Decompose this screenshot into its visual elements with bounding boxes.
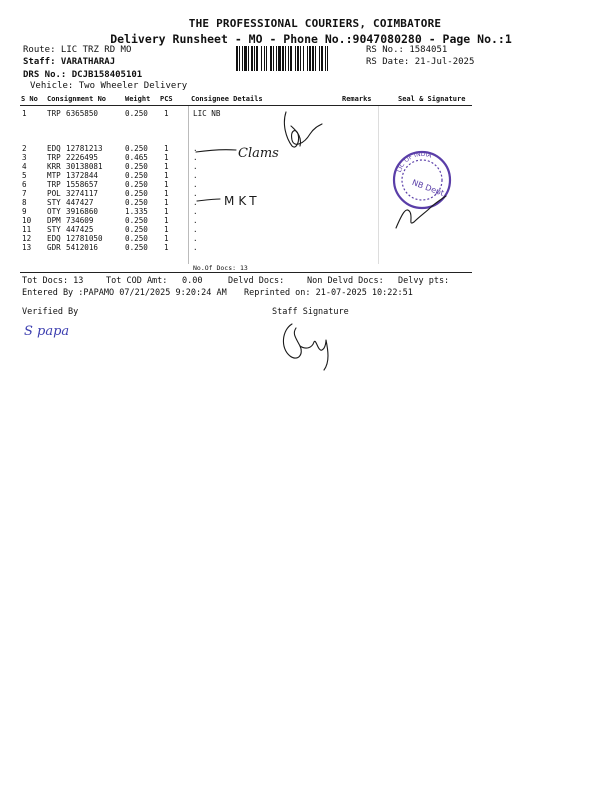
sno-cell: 7 (22, 189, 27, 198)
consignment-code-cell: STY (47, 198, 61, 207)
consignee-cell: . (193, 162, 198, 171)
weight-cell: 0.250 (125, 144, 148, 153)
weight-cell: 0.250 (125, 234, 148, 243)
pcs-cell: 1 (164, 153, 169, 162)
col-header-consignee: Consignee Details (191, 95, 263, 103)
consignee-cell: . (193, 207, 198, 216)
col-header-weight: Weight (125, 95, 151, 103)
consignment-code-cell: POL (47, 189, 61, 198)
consignment-code-cell: OTY (47, 207, 61, 216)
consignment-number-cell: 1372844 (66, 171, 99, 180)
consignment-number-cell: 734609 (66, 216, 94, 225)
weight-cell: 0.250 (125, 243, 148, 252)
consignee-cell: . (193, 171, 198, 180)
consignee-cell: . (193, 198, 198, 207)
verified-by-handwriting: S papa (24, 324, 70, 339)
consignment-code-cell: KRR (47, 162, 61, 171)
consignment-code-cell: TRP (47, 109, 61, 118)
weight-cell: 1.335 (125, 207, 148, 216)
weight-cell: 0.465 (125, 153, 148, 162)
consignee-cell: . (193, 234, 198, 243)
rs-date: RS Date: 21-Jul-2025 (366, 57, 475, 67)
weight-cell: 0.250 (125, 171, 148, 180)
pcs-cell: 1 (164, 207, 169, 216)
consignment-code-cell: STY (47, 225, 61, 234)
consignment-number-cell: 3274117 (66, 189, 99, 198)
col-header-consignment: Consignment No (47, 95, 107, 103)
non-delivered-docs: Non Delvd Docs: (307, 276, 384, 286)
drs-number: DRS No.: DCJB158405101 (23, 70, 143, 80)
entered-by: Entered By :PAPAMO 07/21/2025 9:20:24 AM (22, 288, 227, 298)
consignment-number-cell: 447425 (66, 225, 94, 234)
col-header-remarks: Remarks (342, 95, 372, 103)
sno-cell: 2 (22, 144, 27, 153)
sno-cell: 10 (22, 216, 32, 225)
weight-cell: 0.250 (125, 198, 148, 207)
staff-signature-label: Staff Signature (272, 307, 349, 317)
signature-row-1 (284, 112, 322, 147)
consignee-cell: . (193, 216, 198, 225)
delivery-points: Delvy pts: (398, 276, 450, 286)
staff-label: Staff: VARATHARAJ (23, 57, 116, 67)
sno-cell: 9 (22, 207, 27, 216)
consignment-number-cell: 3916860 (66, 207, 99, 216)
consignee-cell: LIC NB (193, 109, 221, 118)
pcs-cell: 1 (164, 171, 169, 180)
sno-cell: 6 (22, 180, 27, 189)
consignment-code-cell: TRP (47, 153, 61, 162)
consignment-code-cell: EDQ (47, 234, 61, 243)
pcs-cell: 1 (164, 162, 169, 171)
pcs-cell: 1 (164, 109, 169, 118)
consignment-code-cell: TRP (47, 180, 61, 189)
sno-cell: 5 (22, 171, 27, 180)
total-docs: Tot Docs: 13 (22, 276, 84, 286)
pcs-cell: 1 (164, 243, 169, 252)
consignee-cell: . (193, 180, 198, 189)
remark-dash-row-2 (196, 150, 236, 152)
vehicle-label: Vehicle: Two Wheeler Delivery (30, 81, 188, 91)
total-cod-label: Tot COD Amt: (106, 276, 168, 286)
sno-cell: 12 (22, 234, 32, 243)
company-title: THE PROFESSIONAL COURIERS, COIMBATORE (188, 17, 442, 30)
total-cod-value: 0.00 (182, 276, 203, 286)
sno-cell: 13 (22, 243, 32, 252)
route-label: Route: LIC TRZ RD MO (23, 45, 132, 55)
pcs-cell: 1 (164, 180, 169, 189)
consignment-number-cell: 2226495 (66, 153, 99, 162)
stamp-text-center: NB Dept (410, 177, 446, 198)
verified-by-label: Verified By (22, 307, 79, 317)
consignment-number-cell: 5412016 (66, 243, 99, 252)
runsheet-title: Delivery Runsheet - MO - Phone No.:9047080280 - Page No.:1 (110, 32, 512, 46)
sno-cell: 4 (22, 162, 27, 171)
consignee-cell: . (193, 243, 198, 252)
pcs-cell: 1 (164, 234, 169, 243)
rs-number: RS No.: 1584051 (366, 45, 448, 55)
pcs-cell: 1 (164, 198, 169, 207)
weight-cell: 0.250 (125, 180, 148, 189)
consignment-number-cell: 12781050 (66, 234, 103, 243)
weight-cell: 0.250 (125, 216, 148, 225)
reprinted-on: Reprinted on: 21-07-2025 10:22:51 (244, 288, 413, 298)
consignment-number-cell: 30138081 (66, 162, 103, 171)
consignment-number-cell: 12781213 (66, 144, 103, 153)
pcs-cell: 1 (164, 189, 169, 198)
consignment-code-cell: DPM (47, 216, 61, 225)
consignment-number-cell: 1558657 (66, 180, 99, 189)
no-of-docs: No.Of Docs: 13 (193, 264, 248, 272)
consignee-cell: . (193, 144, 198, 153)
consignment-number-cell: 447427 (66, 198, 94, 207)
consignment-code-cell: EDQ (47, 144, 61, 153)
pcs-cell: 1 (164, 225, 169, 234)
delivered-docs: Delvd Docs: (228, 276, 285, 286)
weight-cell: 0.250 (125, 225, 148, 234)
weight-cell: 0.250 (125, 189, 148, 198)
consignment-code-cell: GDR (47, 243, 61, 252)
remark-handwriting-row-2: Clams (238, 146, 279, 161)
sno-cell: 8 (22, 198, 27, 207)
remark-dash-row-7 (197, 199, 220, 201)
remark-handwriting-row-7: MKT (224, 194, 261, 208)
pcs-cell: 1 (164, 144, 169, 153)
pcs-cell: 1 (164, 216, 169, 225)
consignment-number-cell: 6365850 (66, 109, 99, 118)
consignee-cell: . (193, 225, 198, 234)
sno-cell: 3 (22, 153, 27, 162)
weight-cell: 0.250 (125, 162, 148, 171)
staff-signature (283, 324, 328, 370)
consignee-cell: . (193, 153, 198, 162)
sno-cell: 1 (22, 109, 27, 118)
weight-cell: 0.250 (125, 109, 148, 118)
col-header-seal: Seal & Signature (398, 95, 466, 103)
consignment-code-cell: MTP (47, 171, 61, 180)
col-header-sno: S No (21, 95, 38, 103)
stamp-text-top: LIC OF INDIA (395, 150, 433, 174)
col-header-pcs: PCS (160, 95, 173, 103)
consignee-cell: . (193, 189, 198, 198)
sno-cell: 11 (22, 225, 32, 234)
